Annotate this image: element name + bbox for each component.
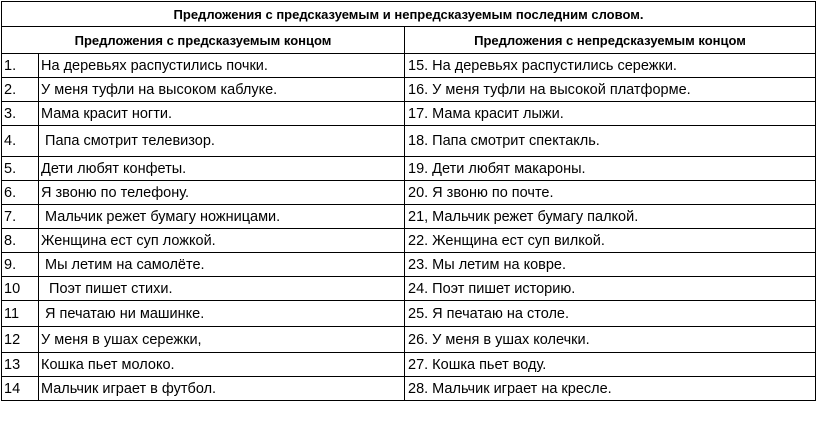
table-row (2, 377, 816, 401)
table-row (2, 78, 816, 102)
table-row (2, 157, 816, 181)
unpredictable-sentence: 15. На деревьях распустились сережки. (405, 54, 816, 78)
unpredictable-sentence: 25. Я печатаю на столе. (405, 301, 816, 327)
predictable-sentence: У меня туфли на высоком каблуке. (39, 78, 405, 102)
predictable-sentence: Кошка пьет молоко. (39, 353, 405, 377)
unpredictable-sentence: 21, Мальчик режет бумагу палкой. (405, 205, 816, 229)
unpredictable-sentence: 20. Я звоню по почте. (405, 181, 816, 205)
table-row (2, 126, 816, 157)
predictable-sentence: У меня в ушах сережки, (39, 327, 405, 353)
unpredictable-sentence: 17. Мама красит лыжи. (405, 102, 816, 126)
row-number: 5. (2, 157, 39, 181)
predictable-sentence: Мы летим на самолёте. (39, 253, 405, 277)
predictable-sentence: Я печатаю ни машинке. (39, 301, 405, 327)
table-row (2, 102, 816, 126)
table-row (2, 301, 816, 327)
table-row (2, 205, 816, 229)
row-number: 1. (2, 54, 39, 78)
row-number: 14 (2, 377, 39, 401)
table-title: Предложения с предсказуемым и непредсказуемым последним словом. (2, 2, 816, 27)
row-number: 12 (2, 327, 39, 353)
unpredictable-sentence: 28. Мальчик играет на кресле. (405, 377, 816, 401)
header-unpredictable: Предложения с непредсказуемым концом (405, 27, 816, 54)
unpredictable-sentence: 19. Дети любят макароны. (405, 157, 816, 181)
header-predictable: Предложения с предсказуемым концом (2, 27, 405, 54)
unpredictable-sentence: 24. Поэт пишет историю. (405, 277, 816, 301)
table-body (2, 54, 816, 401)
predictable-sentence: Мальчик играет в футбол. (39, 377, 405, 401)
unpredictable-sentence: 22. Женщина ест суп вилкой. (405, 229, 816, 253)
row-number: 10 (2, 277, 39, 301)
table-row (2, 54, 816, 78)
unpredictable-sentence: 26. У меня в ушах колечки. (405, 327, 816, 353)
row-number: 13 (2, 353, 39, 377)
table-row (2, 277, 816, 301)
row-number: 7. (2, 205, 39, 229)
predictable-sentence: Женщина ест суп ложкой. (39, 229, 405, 253)
row-number: 9. (2, 253, 39, 277)
predictable-sentence: Я звоню по телефону. (39, 181, 405, 205)
row-number: 8. (2, 229, 39, 253)
table-row (2, 253, 816, 277)
predictable-sentence: Мальчик режет бумагу ножницами. (39, 205, 405, 229)
table-row (2, 181, 816, 205)
table-row (2, 229, 816, 253)
sentences-table (1, 1, 816, 401)
header-row (2, 27, 816, 54)
unpredictable-sentence: 23. Мы летим на ковре. (405, 253, 816, 277)
row-number: 11 (2, 301, 39, 327)
title-row (2, 2, 816, 27)
table-row (2, 353, 816, 377)
predictable-sentence: Поэт пишет стихи. (39, 277, 405, 301)
predictable-sentence: На деревьях распустились почки. (39, 54, 405, 78)
table-row (2, 327, 816, 353)
unpredictable-sentence: 27. Кошка пьет воду. (405, 353, 816, 377)
predictable-sentence: Дети любят конфеты. (39, 157, 405, 181)
row-number: 3. (2, 102, 39, 126)
unpredictable-sentence: 18. Папа смотрит спектакль. (405, 126, 816, 157)
predictable-sentence: Мама красит ногти. (39, 102, 405, 126)
predictable-sentence: Папа смотрит телевизор. (39, 126, 405, 157)
row-number: 6. (2, 181, 39, 205)
row-number: 2. (2, 78, 39, 102)
row-number: 4. (2, 126, 39, 157)
unpredictable-sentence: 16. У меня туфли на высокой платформе. (405, 78, 816, 102)
